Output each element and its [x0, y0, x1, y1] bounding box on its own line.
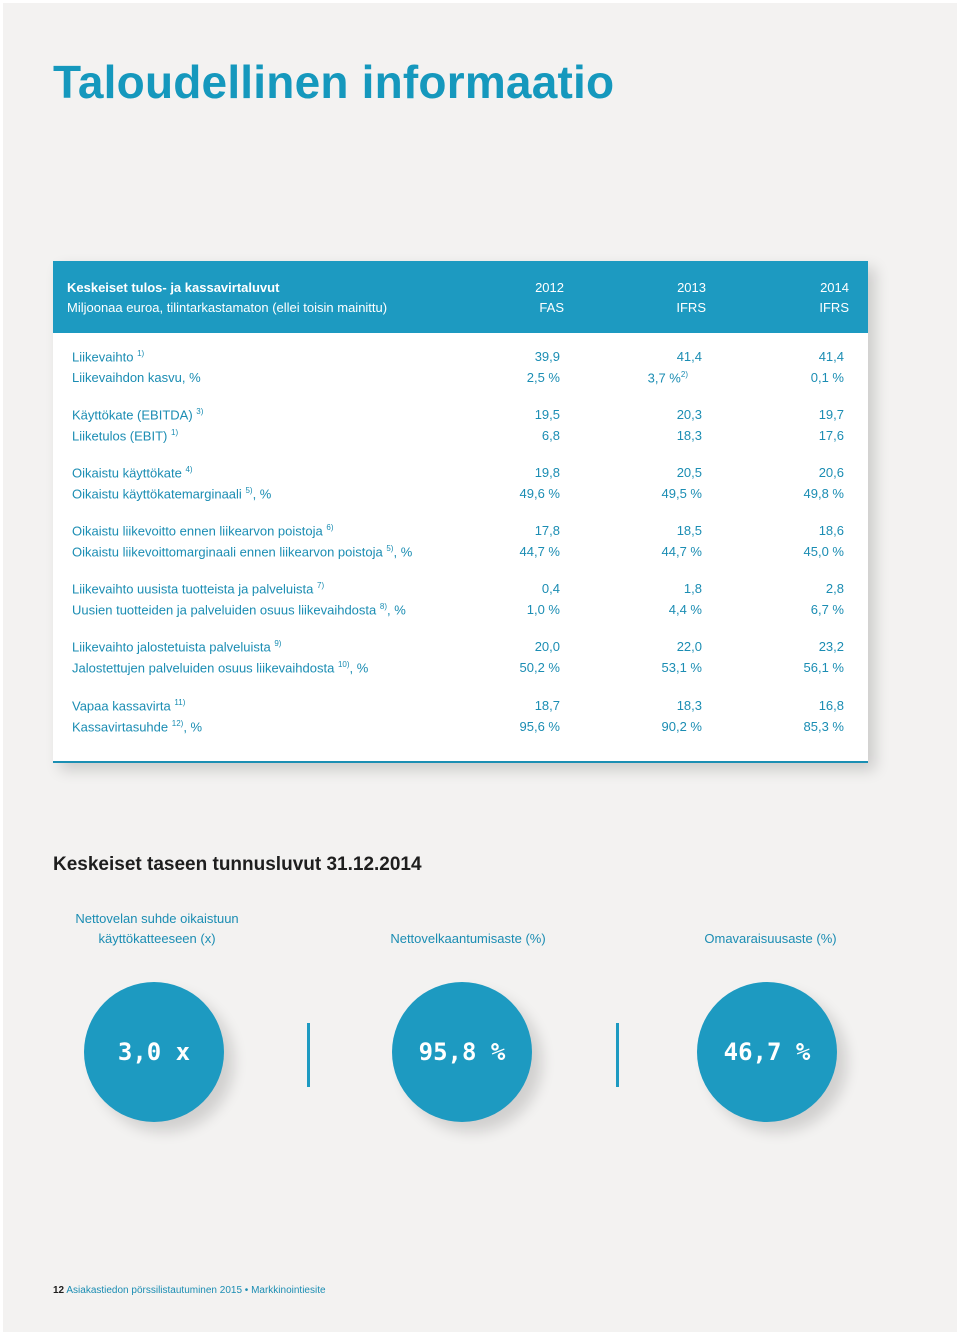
cell-2012: 17,8: [534, 523, 560, 538]
cell-2012: 2,5 %: [526, 370, 560, 385]
cell-2013: 53,1 %: [661, 660, 702, 675]
cell-2013: 49,5 %: [661, 486, 702, 501]
cell-2014: 20,6: [818, 465, 844, 480]
row-label: Oikaistu käyttökatemarginaali $^{5)}$, %: [72, 486, 272, 502]
cell-2014: 19,7: [818, 407, 844, 422]
page: [3, 3, 957, 1332]
cell-2012: 18,7: [534, 698, 560, 713]
standard-2013: IFRS: [676, 300, 706, 315]
row-label: Liikevaihto uusista tuotteista ja palveluista $^{7)}$: [72, 581, 325, 597]
table-title: Keskeiset tulos- ja kassavirtaluvut: [67, 280, 280, 295]
kpi-label-net-debt-ebitda: Nettovelan suhde oikaistuun käyttökatteeseen (x): [75, 911, 239, 946]
cell-2012: 19,5: [534, 407, 560, 422]
year-2012: 2012: [535, 280, 564, 295]
kpi-label-equity-ratio: Omavaraisuusaste (%): [704, 931, 837, 946]
kpi-label-gearing: Nettovelkaantumisaste (%): [390, 931, 546, 946]
cell-2012: 6,8: [541, 428, 560, 443]
standard-2012: FAS: [539, 300, 564, 315]
balance-title: Keskeiset taseen tunnusluvut 31.12.2014: [53, 854, 422, 875]
cell-2012: 39,9: [534, 349, 560, 364]
row-label: Liikevaihto jalostetuista palveluista $^{9)}$: [72, 639, 282, 655]
cell-2012: 19,8: [534, 465, 560, 480]
divider: [307, 1023, 310, 1087]
row-label: Kassavirtasuhde $^{12)}$, %: [72, 719, 203, 735]
cell-2013: 1,8: [683, 581, 702, 596]
footer-text: Asiakastiedon pörssilistautuminen 2015 • Markkinointiesite: [66, 1285, 326, 1296]
table-header: [53, 261, 868, 333]
footer: [53, 1285, 326, 1296]
cell-2012: 1,0 %: [526, 602, 560, 617]
cell-2014: 56,1 %: [803, 660, 844, 675]
year-2014: 2014: [820, 280, 849, 295]
row-label: Liikevaihto $^{1)}$: [72, 349, 145, 365]
page-title: Taloudellinen informaatio: [53, 56, 615, 108]
cell-2012: 95,6 %: [519, 719, 560, 734]
cell-2013: 22,0: [676, 639, 702, 654]
kpi-circle-net-debt-ebitda: 3,0 x: [84, 982, 224, 1122]
row-label: Liikevaihdon kasvu, %: [72, 370, 201, 385]
cell-2014: 16,8: [818, 698, 844, 713]
page-number: 12: [53, 1285, 65, 1296]
row-label: Oikaistu käyttökate $^{4)}$: [72, 465, 193, 481]
cell-2013: 90,2 %: [661, 719, 702, 734]
cell-2013: 20,5: [676, 465, 702, 480]
cell-2013: 18,3: [676, 698, 702, 713]
cell-2014: 45,0 %: [803, 544, 844, 559]
cell-2012: 20,0: [534, 639, 560, 654]
year-2013: 2013: [677, 280, 706, 295]
row-label: Oikaistu liikevoitto ennen liikearvon poistoja $^{6)}$: [72, 523, 334, 539]
cell-2014: 49,8 %: [803, 486, 844, 501]
cell-2012: 44,7 %: [519, 544, 560, 559]
cell-2014: 41,4: [818, 349, 844, 364]
cell-2013: 18,5: [676, 523, 702, 538]
row-label: Vapaa kassavirta $^{11)}$: [72, 698, 186, 714]
cell-2014: 17,6: [818, 428, 844, 443]
cell-2014: 18,6: [818, 523, 844, 538]
standard-2014: IFRS: [819, 300, 849, 315]
cell-2013: 3,7 %$^{2)}$: [647, 370, 688, 386]
row-label: Käyttökate (EBITDA) $^{3)}$: [72, 407, 204, 423]
kpi-circle-equity-ratio: 46,7 %: [697, 982, 837, 1122]
cell-2013: 18,3: [676, 428, 702, 443]
table-subtitle: Miljoonaa euroa, tilintarkastamaton (ellei toisin mainittu): [67, 300, 388, 315]
row-label: Uusien tuotteiden ja palveluiden osuus liikevaihdosta $^{8)}$, %: [72, 602, 406, 618]
cell-2014: 85,3 %: [803, 719, 844, 734]
divider: [616, 1023, 619, 1087]
cell-2012: 49,6 %: [519, 486, 560, 501]
cell-2014: 0,1 %: [810, 370, 844, 385]
cell-2013: 41,4: [676, 349, 702, 364]
cell-2014: 6,7 %: [810, 602, 844, 617]
row-label: Jalostettujen palveluiden osuus liikevaihdosta $^{10)}$, %: [72, 660, 369, 676]
cell-2013: 20,3: [676, 407, 702, 422]
cell-2012: 50,2 %: [519, 660, 560, 675]
cell-2014: 2,8: [825, 581, 844, 596]
cell-2014: 23,2: [818, 639, 844, 654]
cell-2013: 44,7 %: [661, 544, 702, 559]
cell-2012: 0,4: [541, 581, 560, 596]
cell-2013: 4,4 %: [668, 602, 702, 617]
row-label: Liiketulos (EBIT) $^{1)}$: [72, 428, 179, 444]
row-label: Oikaistu liikevoittomarginaali ennen liikearvon poistoja $^{5)}$, %: [72, 544, 413, 560]
financial-table: [53, 261, 868, 763]
kpi-circle-gearing: 95,8 %: [392, 982, 532, 1122]
